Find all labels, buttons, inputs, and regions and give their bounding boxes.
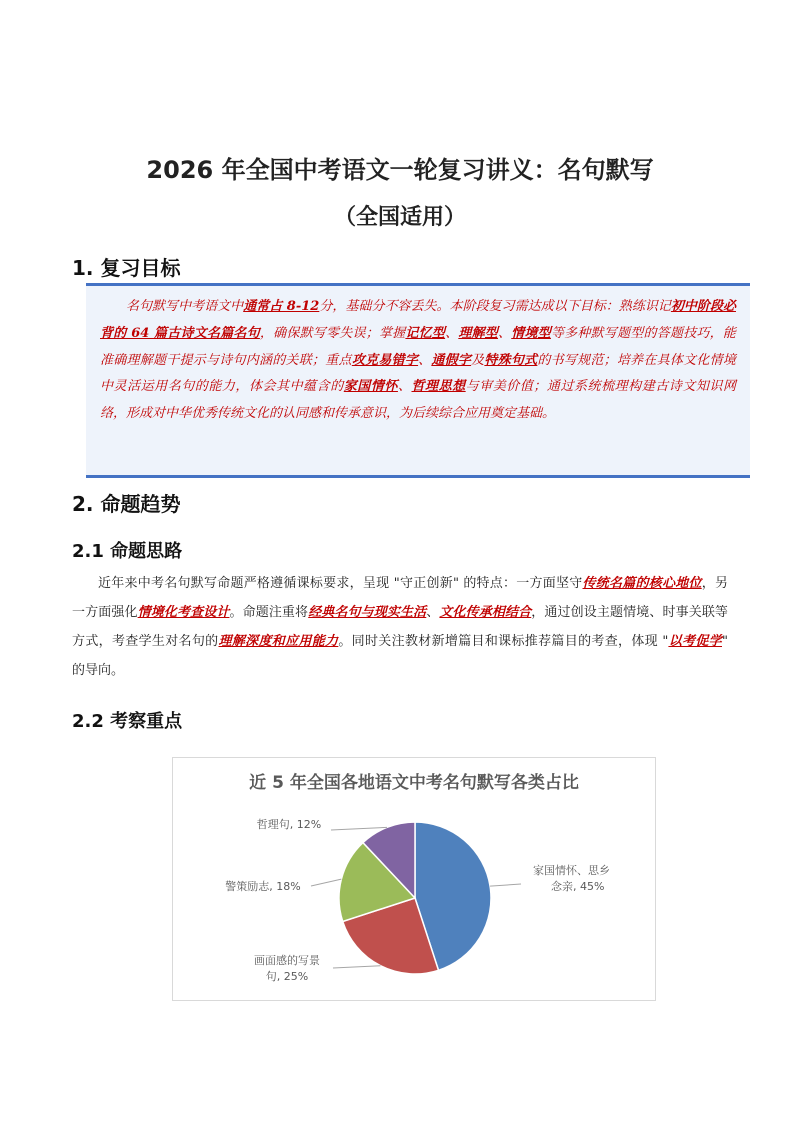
- goals-paragraph: 名句默写中考语文中通常占 8-12分，基础分不容丢失。本阶段复习需达成以下目标：熟练识记初中阶段必背的 64 篇古诗文名篇名句，确保默写零失误；掌握记忆型、理解型、情境型等多种默写题型的答题技巧，能准确理解题干提示与诗句内涵的关联；重点攻克易错字、通假字及特殊句式的书写规范；培养在具体文化情境中灵活运用名句的能力，体会其中蕴含的家国情怀、哲理思想与审美价值；通过系统梳理构建古诗文知识网络，形成对中华优秀传统文化的认同感和传承意识，为后续综合应用奠定基础。: [100, 299, 736, 422]
- leader-line: [331, 827, 387, 830]
- highlight: 初中阶段必背的 64 篇古诗文名篇名句: [100, 299, 736, 341]
- highlight: 情境化考查设计: [137, 605, 230, 620]
- highlight: 文化传承相结合: [439, 605, 532, 620]
- highlight: 记忆型: [405, 325, 446, 341]
- highlight: 家国情怀: [343, 379, 398, 395]
- subsection-heading-approach: 2.1 命题思路: [72, 541, 183, 562]
- data-label: 家国情怀、思乡念亲, 45%: [533, 864, 610, 893]
- section-heading-goals: 1. 复习目标: [72, 256, 181, 280]
- page-title: 2026 年全国中考语文一轮复习讲义：名句默写: [146, 156, 654, 184]
- chart-title: 近 5 年全国各地语文中考名句默写各类占比: [249, 773, 579, 793]
- highlight: 以考促学: [668, 634, 722, 649]
- highlight: 理解型: [458, 325, 499, 341]
- highlight: 情境型: [511, 325, 551, 341]
- highlight: 特殊句式: [484, 352, 538, 368]
- highlight: 经典名句与现实生活: [308, 605, 427, 620]
- data-label: 哲理句, 12%: [256, 818, 322, 831]
- leader-line: [490, 884, 521, 886]
- goals-box: [86, 283, 750, 478]
- data-label: 画面感的写景句, 25%: [254, 954, 320, 983]
- page-subtitle: （全国适用）: [333, 205, 466, 230]
- highlight: 理解深度和应用能力: [218, 634, 339, 649]
- pie-chart-container: [172, 757, 656, 1001]
- leader-line: [311, 879, 341, 886]
- subsection-heading-focus: 2.2 考察重点: [72, 711, 183, 732]
- highlight: 通假字: [431, 352, 472, 368]
- section-heading-trends: 2. 命题趋势: [72, 492, 181, 516]
- highlight: 通常占 8-12: [243, 299, 320, 314]
- pie-chart: [173, 758, 655, 1000]
- highlight: 哲理思想: [411, 379, 466, 395]
- data-label: 警策励志, 18%: [225, 880, 301, 893]
- highlight: 传统名篇的核心地位: [582, 576, 702, 591]
- leader-line: [333, 966, 380, 968]
- approach-paragraph: 近年来中考名句默写命题严格遵循课标要求，呈现 "守正创新" 的特点：一方面坚守传统名篇的核心地位，另一方面强化情境化考查设计。命题注重将经典名句与现实生活、文化传承相结合，通过创设主题情境、时事关联等方式，考查学生对名句的理解深度和应用能力。同时关注教材新增篇目和课标推荐篇目的考查，体现 "以考促学" 的导向。: [72, 576, 728, 678]
- highlight: 攻克易错字: [351, 352, 419, 368]
